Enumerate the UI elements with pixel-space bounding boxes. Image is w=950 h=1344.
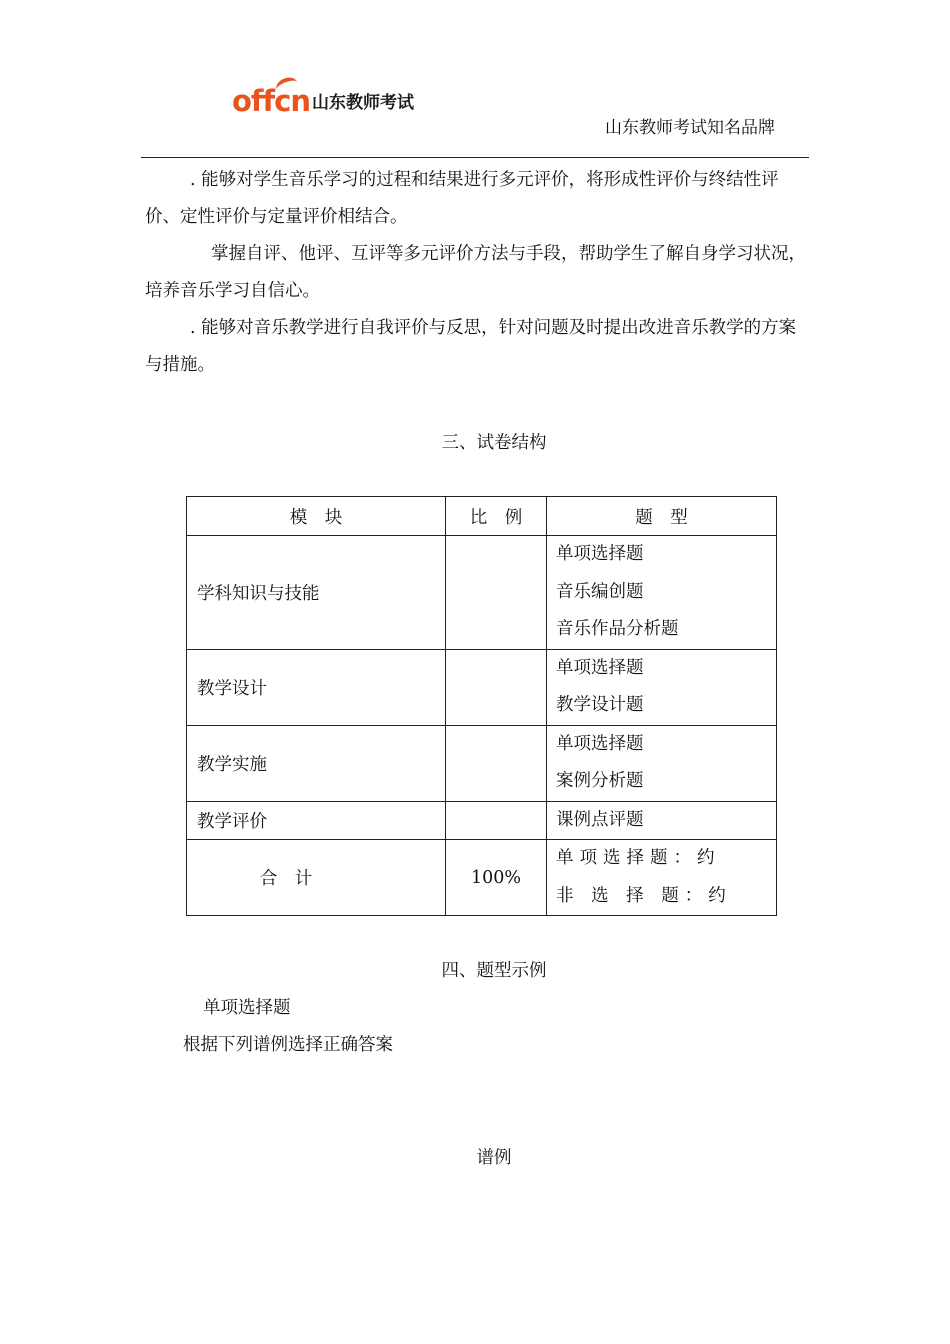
type-item: 教学设计题 bbox=[556, 695, 644, 715]
table-row bbox=[187, 725, 777, 801]
module-cell: 教学实施 bbox=[187, 725, 446, 801]
module-cell: 教学设计 bbox=[187, 649, 446, 725]
paragraph-3: . 能够对音乐教学进行自我评价与反思，针对问题及时提出改进音乐教学的方案与措施。 bbox=[145, 318, 797, 375]
type-item: 单项选择题 bbox=[556, 544, 644, 564]
table-row bbox=[187, 536, 777, 650]
ratio-cell bbox=[446, 649, 547, 725]
type-item: 单项选择题 bbox=[556, 657, 644, 678]
paragraph-1: . 能够对学生音乐学习的过程和结果进行多元评价，将形成性评价与终结性评价、定性评价与定量评价相结合。 bbox=[145, 170, 779, 227]
type-item: 音乐编创题 bbox=[556, 581, 644, 602]
ratio-cell bbox=[446, 725, 547, 801]
type-item: 单项选择题 bbox=[556, 733, 644, 754]
table-row bbox=[187, 801, 777, 840]
type-item: 单项选择题：约 bbox=[556, 848, 721, 868]
type-item: 非 选 择 题：约 bbox=[556, 885, 732, 906]
module-cell: 教学评价 bbox=[187, 801, 446, 840]
section-title-4: 四、题型示例 bbox=[441, 961, 547, 981]
score-label: 谱例 bbox=[476, 1148, 512, 1168]
type-cell bbox=[547, 725, 777, 801]
total-label: 合 计 bbox=[187, 840, 446, 916]
example-type: 单项选择题 bbox=[203, 998, 291, 1018]
exam-structure-table bbox=[186, 496, 777, 916]
example-prompt: 根据下列谱例选择正确答案 bbox=[183, 1035, 393, 1055]
type-cell bbox=[547, 536, 777, 650]
type-cell bbox=[547, 649, 777, 725]
ratio-cell bbox=[446, 801, 547, 840]
table-total-row bbox=[187, 840, 777, 916]
header-slogan: 山东教师考试知名品牌 bbox=[605, 118, 775, 138]
header-type: 题 型 bbox=[547, 497, 777, 536]
ratio-cell bbox=[446, 536, 547, 650]
header-ratio: 比 例 bbox=[446, 497, 547, 536]
type-item: 课例点评题 bbox=[556, 809, 644, 830]
logo-mark: offcn bbox=[232, 86, 310, 116]
section-title-3: 三、试卷结构 bbox=[441, 433, 547, 453]
table-header-row bbox=[187, 497, 777, 536]
table-row bbox=[187, 649, 777, 725]
logo-text: 山东教师考试 bbox=[312, 93, 414, 113]
type-item: 音乐作品分析题 bbox=[556, 619, 679, 639]
header-module: 模 块 bbox=[187, 497, 446, 536]
paragraph-2: 掌握自评、他评、互评等多元评价方法与手段，帮助学生了解自身学习状况，培养音乐学习自信心。 bbox=[145, 244, 806, 301]
offcn-logo bbox=[232, 82, 414, 116]
module-cell: 学科知识与技能 bbox=[187, 536, 446, 650]
total-ratio: 100% bbox=[446, 840, 547, 916]
header-divider bbox=[141, 157, 809, 158]
total-types bbox=[547, 840, 777, 916]
type-item: 案例分析题 bbox=[556, 771, 644, 791]
type-cell bbox=[547, 801, 777, 840]
